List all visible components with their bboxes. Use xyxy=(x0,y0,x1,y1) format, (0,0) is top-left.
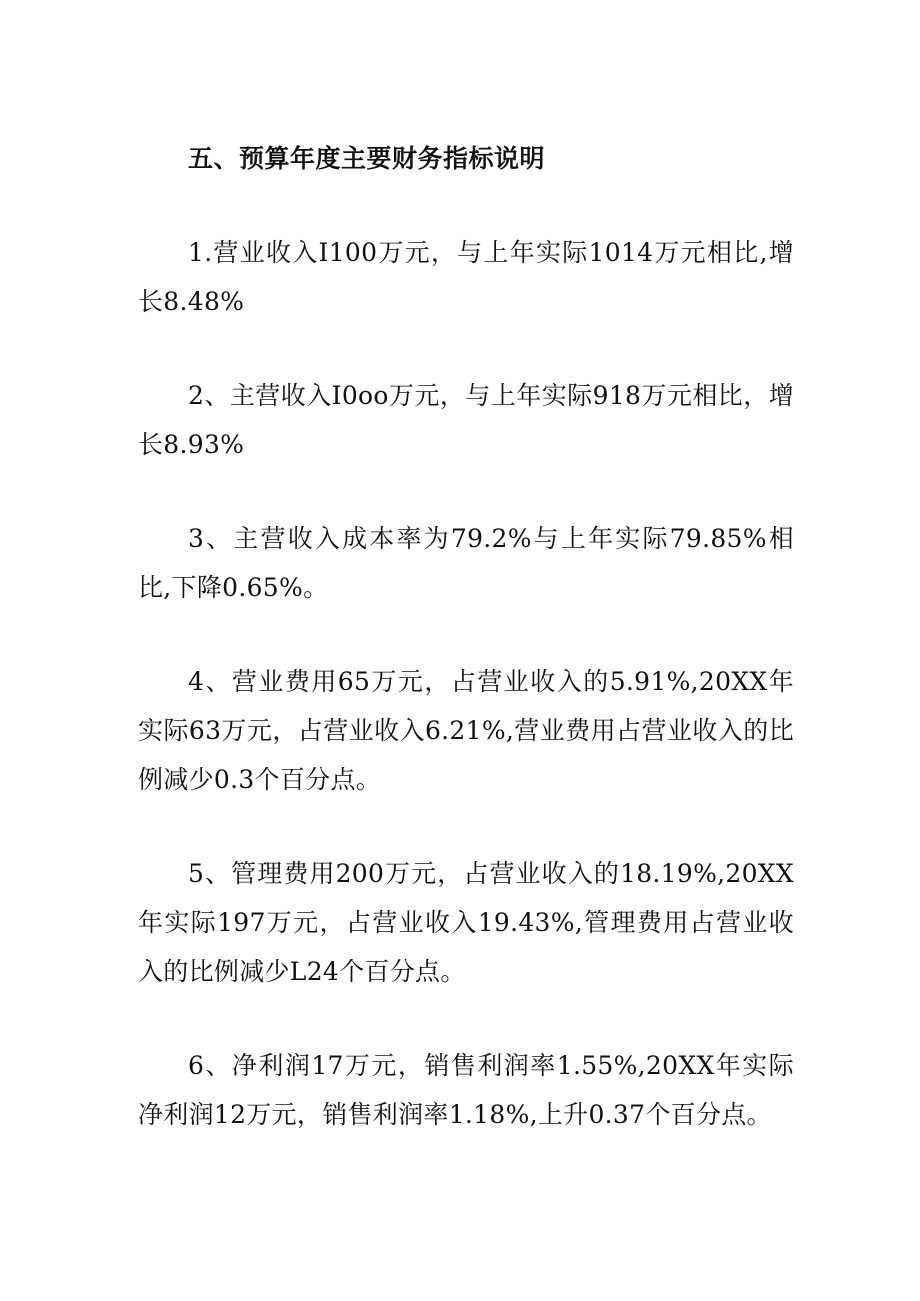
paragraph-management-expenses: 5、管理费用200万元，占营业收入的18.19%,20XX年实际197万元，占营业收入19.43%,管理费用占营业收入的比例减少L24个百分点。 xyxy=(138,859,794,986)
paragraph-main-revenue: 2、主营收入I0oo万元，与上年实际918万元相比，增长8.93% xyxy=(138,381,794,459)
paragraph-operating-revenue: 1.营业收入I100万元，与上年实际1014万元相比,增长8.48% xyxy=(138,238,794,316)
section-heading: 五、预算年度主要财务指标说明 xyxy=(188,144,546,173)
paragraph-cost-rate: 3、主营收入成本率为79.2%与上年实际79.85%相比,下降0.65%。 xyxy=(138,524,794,602)
paragraph-net-profit: 6、净利润17万元，销售利润率1.55%,20XX年实际净利润12万元，销售利润率1.18%,上升0.37个百分点。 xyxy=(138,1051,794,1129)
paragraph-operating-expenses: 4、营业费用65万元，占营业收入的5.91%,20XX年实际63万元，占营业收入6.21%,营业费用占营业收入的比例减少0.3个百分点。 xyxy=(138,667,794,794)
